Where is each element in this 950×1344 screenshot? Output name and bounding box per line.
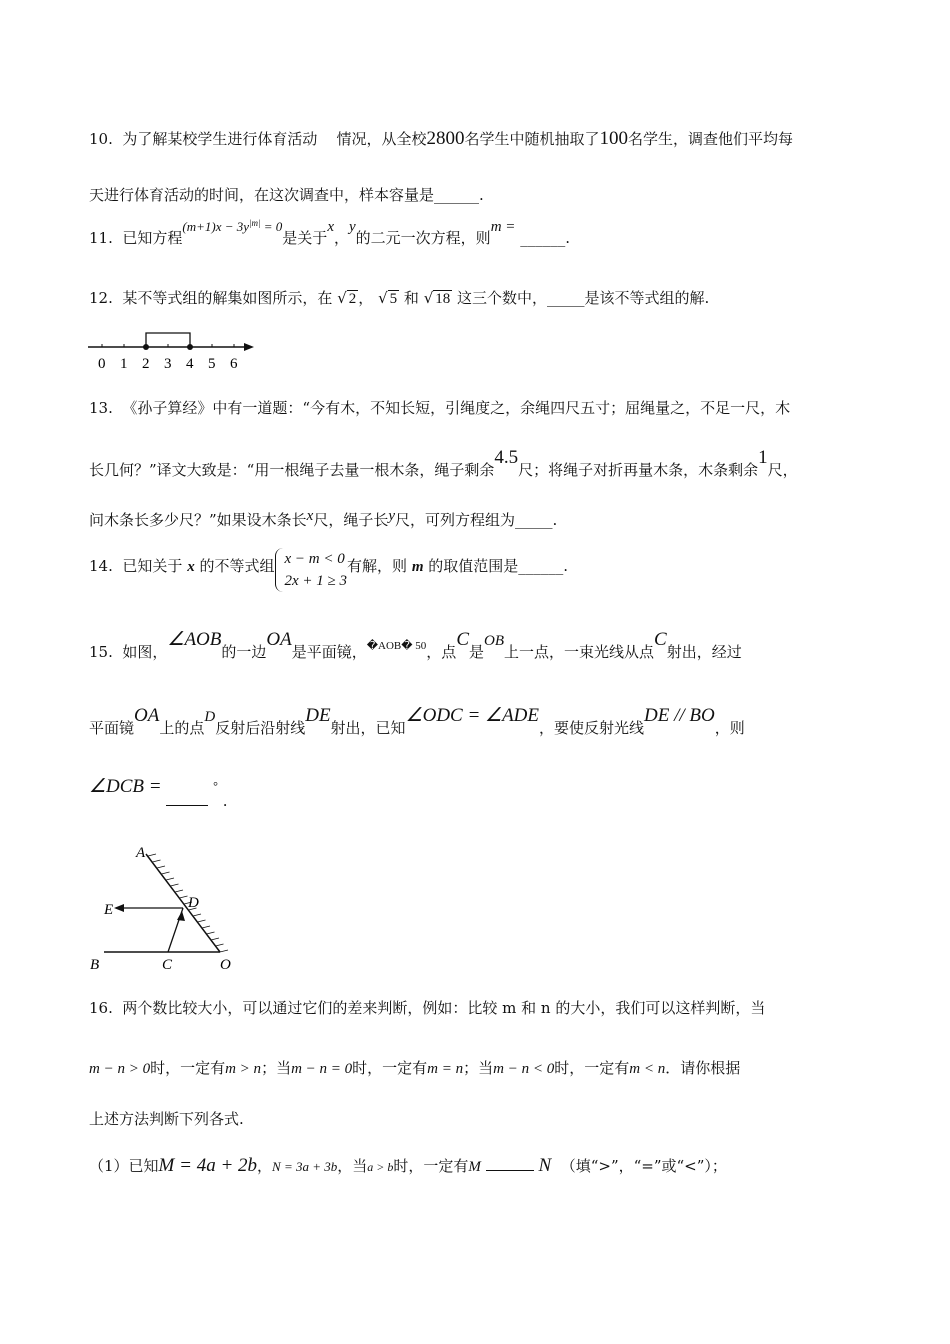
q16-line2: m − n > 0时，一定有m > n；当m − n = 0时，一定有m = n；当m − n < 0时，一定有m < n．请你根据: [89, 1059, 741, 1077]
sqrt-2: √ 2: [337, 289, 357, 307]
q13-line2: 长几何？”译文大致是：“用一根绳子去量一根木条，绳子剩余4.5尺；将绳子对折再量木条，木条剩余1尺，: [89, 447, 798, 479]
label-A: A: [136, 845, 146, 861]
tick-label-5: 5: [208, 356, 216, 372]
mirror-hatch: [198, 920, 206, 922]
tick-label-0: 0: [98, 356, 106, 372]
q15-line1: 15. 如图，∠AOB的一边OA是平面镜，$^{�AOB� 50}$，点C是OB上一点，一束光线从点C射出，经过: [89, 629, 742, 661]
solution-endpoint-right: [187, 344, 193, 350]
mirror-OA: [146, 854, 220, 952]
mirror-figure: [86, 838, 246, 978]
mirror-hatch: [171, 884, 179, 886]
number-line-figure: [86, 325, 261, 373]
solution-endpoint-left: [143, 344, 149, 350]
q13-line3: 问木条长多少尺？”如果设木条长x尺，绳子长y尺，可列方程组为_____.: [89, 508, 558, 529]
sqrt-18: √ 18: [423, 289, 451, 307]
mirror-hatch: [175, 890, 183, 892]
mirror-hatch: [207, 932, 215, 934]
mirror-hatch: [153, 860, 161, 862]
tick-label-6: 6: [230, 356, 238, 372]
label-O: O: [220, 957, 231, 973]
mirror-hatch: [202, 926, 210, 928]
mirror-hatch: [220, 950, 228, 952]
q13-line1: 13. 《孙子算经》中有一道题：“今有木，不知长短，引绳度之，余绳四尺五寸；屈绳量之，不足一尺，木: [89, 399, 791, 417]
mirror-hatch: [193, 914, 201, 916]
mirror-hatch: [211, 938, 219, 940]
q12-line: 12. 某不等式组的解集如图所示，在 √ 2 ， √ 5 和 √ 18 这三个数中，_____是该不等式组的解.: [89, 289, 710, 307]
q15-line3: ∠DCB = ° .: [89, 776, 228, 810]
tick-label-3: 3: [164, 356, 172, 372]
label-E: E: [104, 902, 114, 918]
q16-line3: 上述方法判断下列各式.: [89, 1110, 244, 1128]
inequality-system: x − m < 0 2x + 1 ≥ 3: [275, 548, 348, 592]
mirror-hatch: [166, 878, 174, 880]
label-D: D: [188, 895, 199, 911]
mirror-hatch: [157, 866, 165, 868]
ray-DE-arrow: [114, 904, 124, 912]
number-line-arrow: [244, 343, 254, 351]
label-C: C: [162, 957, 173, 973]
mirror-hatch: [216, 944, 224, 946]
q14-line: 14. 已知关于 x 的不等式组 x − m < 0 2x + 1 ≥ 3 有解，则 m 的取值范围是______.: [89, 548, 568, 592]
tick-label-1: 1: [120, 356, 128, 372]
q10-line1: 10. 为了解某校学生进行体育活动 情况，从全校2800名学生中随机抽取了100名学生，调查他们平均每: [89, 128, 794, 149]
tick-label-4: 4: [186, 356, 194, 372]
q10-line2: 天进行体育活动的时间，在这次调查中，样本容量是______.: [89, 186, 484, 204]
q15-line2: 平面镜OA上的点D反射后沿射线DE射出，已知∠ODC = ∠ADE，要使反射光线DE // BO，则: [89, 705, 745, 737]
mirror-hatch: [162, 872, 170, 874]
q11-line: 11. 已知方程$(m+1)x - 3y^{|m|} = 0$是关于x，y的二元一次方程，则m = ______.: [89, 218, 570, 247]
mirror-hatch: [148, 854, 156, 856]
q16-part1: （1）已知M = 4a + 2b，N = 3a + 3b，当a > b时，一定有M N （填“>”，“=”或“<”）；: [89, 1155, 727, 1176]
tick-label-2: 2: [142, 356, 150, 372]
sqrt-5: √ 5: [378, 289, 398, 307]
label-B: B: [90, 957, 100, 973]
mirror-hatch: [180, 896, 188, 898]
q16-line1: 16. 两个数比较大小，可以通过它们的差来判断，例如：比较 m 和 n 的大小，我们可以这样判断，当: [89, 999, 766, 1017]
